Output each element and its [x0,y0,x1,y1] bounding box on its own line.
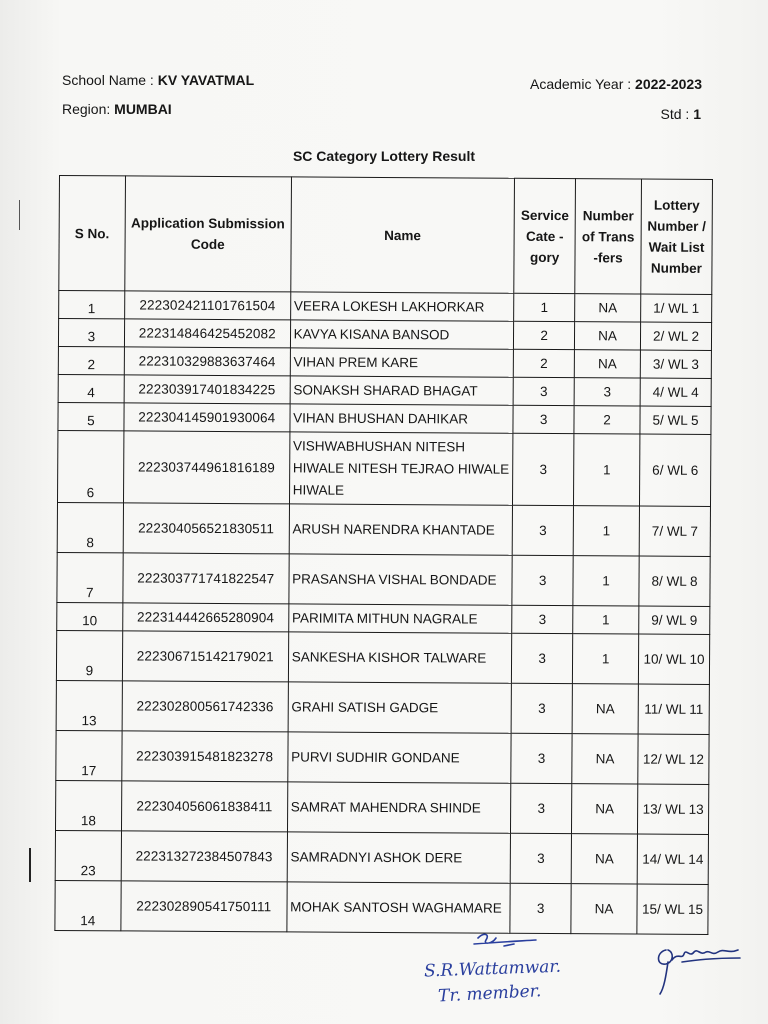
cell-service-category: 3 [510,883,571,933]
cell-transfers: 1 [573,556,639,606]
cell-service-category: 2 [513,349,574,377]
cell-service-category: 3 [511,733,572,783]
col-header-name: Name [290,177,514,293]
cell-lottery-number: 5/ WL 5 [640,406,711,434]
cell-name: SONAKSH SHARAD BHAGAT [290,376,514,405]
table-row [55,780,708,834]
cell-application-code: 222304056521830511 [123,503,289,554]
cell-transfers: NA [572,784,638,834]
initials-signature [470,928,560,956]
region-name: MUMBAI [114,101,172,117]
cell-service-category: 3 [511,783,572,833]
cell-application-code: 222304056061838411 [121,781,287,832]
cell-sno: 3 [58,319,124,347]
table-row [58,374,711,406]
table-row [58,346,711,378]
table-row [58,402,711,434]
cell-name: GRAHI SATISH GADGE [288,682,512,733]
cell-name: VEERA LOKESH LAKHORKAR [290,292,514,321]
cell-name: PURVI SUDHIR GONDANE [287,732,511,783]
cell-application-code: 222314442665280904 [123,603,289,632]
cell-application-code: 222304145901930064 [124,403,290,432]
margin-mark [29,848,31,882]
std-line: Std : 1 [660,106,701,122]
cell-application-code: 222310329883637464 [124,347,290,376]
cell-sno: 8 [57,502,123,552]
std-value: 1 [693,106,701,122]
cell-lottery-number: 13/ WL 13 [638,784,709,834]
table-row [55,830,708,884]
cell-name: VIHAN PREM KARE [290,348,514,377]
cell-application-code: 222303744961816189 [123,431,289,504]
table-row [55,880,708,934]
cell-service-category: 3 [512,555,573,605]
table-row [58,319,711,351]
cell-sno: 2 [58,346,124,374]
school-name-line: School Name : KV YAVATMAL [62,72,255,88]
cell-sno: 13 [56,680,122,730]
cell-service-category: 1 [514,293,575,321]
table-row [59,291,712,323]
table-row [57,430,710,506]
member-signature [423,956,624,1007]
cell-lottery-number: 15/ WL 15 [637,884,708,934]
cell-application-code: 222302890541750111 [121,881,287,932]
member-signature-title: Tr. member. [437,981,542,1007]
document-title: SC Category Lottery Result [292,148,476,164]
cell-sno: 9 [56,630,122,680]
cell-lottery-number: 4/ WL 4 [640,378,711,406]
cell-sno: 1 [59,291,125,319]
region-line: Region: MUMBAI [62,101,172,117]
cell-service-category: 3 [511,683,572,733]
cell-service-category: 3 [512,605,573,633]
cell-transfers: 1 [572,634,638,684]
cell-sno: 7 [57,552,123,602]
margin-mark [19,200,20,230]
col-header-category: Service Cate - gory [514,178,576,293]
table-row [57,502,710,556]
cell-lottery-number: 10/ WL 10 [638,634,709,684]
cell-transfers: NA [575,294,641,322]
cell-lottery-number: 3/ WL 3 [640,350,711,378]
cell-sno: 23 [55,830,121,880]
cell-application-code: 222303915481823278 [122,731,288,782]
cell-application-code: 222302800561742336 [122,681,288,732]
cell-transfers: 3 [574,378,640,406]
cell-name: PARIMITA MITHUN NAGRALE [288,604,512,633]
cell-name: KAVYA KISANA BANSOD [290,320,514,349]
cell-lottery-number: 6/ WL 6 [640,434,711,506]
cell-sno: 17 [56,730,122,780]
cell-sno: 5 [58,402,124,430]
cell-service-category: 3 [512,633,573,683]
cell-lottery-number: 9/ WL 9 [639,606,710,634]
cell-service-category: 3 [513,405,574,433]
cell-transfers: 1 [574,434,640,506]
lottery-result-table [54,175,713,935]
table-row [56,630,709,684]
cell-application-code: 222302421101761504 [124,291,290,320]
cell-transfers: 2 [574,406,640,434]
principal-signature [652,932,748,1000]
cell-transfers: NA [571,834,637,884]
cell-lottery-number: 12/ WL 12 [638,734,709,784]
table-header-row [59,176,713,295]
cell-lottery-number: 1/ WL 1 [641,294,712,322]
cell-transfers: 1 [573,606,639,634]
cell-transfers: NA [575,322,641,350]
academic-year-line: Academic Year : 2022-2023 [529,76,702,92]
cell-application-code: 222303771741822547 [123,553,289,604]
cell-application-code: 222306715142179021 [122,631,288,682]
member-signature-name: S.R.Wattamwar. [423,956,562,982]
table-row [56,730,709,784]
cell-name: SANKESHA KISHOR TALWARE [288,632,512,683]
col-header-transfers: Number of Trans -fers [575,179,642,294]
cell-sno: 18 [55,780,121,830]
cell-transfers: NA [571,884,637,934]
cell-lottery-number: 8/ WL 8 [639,556,710,606]
cell-name: SAMRAT MAHENDRA SHINDE [287,782,511,833]
cell-name: PRASANSHA VISHAL BONDADE [289,554,513,605]
cell-lottery-number: 11/ WL 11 [638,684,709,734]
cell-lottery-number: 2/ WL 2 [640,322,711,350]
cell-sno: 14 [55,880,121,930]
cell-transfers: 1 [573,506,639,556]
col-header-lottery: Lottery Number / Wait List Number [641,179,713,294]
cell-lottery-number: 14/ WL 14 [637,834,708,884]
academic-year: 2022-2023 [635,76,702,92]
table-row [56,680,709,734]
cell-name: VISHWABHUSHAN NITESH HIWALE NITESH TEJRAO HIWALE HIWALE [289,432,513,505]
school-name: KV YAVATMAL [157,72,255,88]
cell-name: MOHAK SANTOSH WAGHAMARE [287,882,511,933]
col-header-code: Application Submission Code [125,176,292,292]
cell-application-code: 222313272384507843 [121,831,287,882]
cell-name: VIHAN BHUSHAN DAHIKAR [290,404,514,433]
cell-application-code: 222314846425452082 [124,319,290,348]
table-row [57,552,710,606]
cell-lottery-number: 7/ WL 7 [639,506,710,556]
cell-service-category: 3 [513,377,574,405]
cell-name: SAMRADNYI ASHOK DERE [287,832,511,883]
cell-application-code: 222303917401834225 [124,375,290,404]
cell-service-category: 3 [512,505,573,555]
table-row [57,602,710,634]
cell-sno: 4 [58,374,124,402]
cell-service-category: 3 [510,833,571,883]
cell-transfers: NA [572,684,638,734]
cell-name: ARUSH NARENDRA KHANTADE [289,504,513,555]
col-header-sno: S No. [59,176,125,291]
cell-transfers: NA [572,734,638,784]
cell-service-category: 2 [514,321,575,349]
cell-service-category: 3 [513,433,574,505]
cell-sno: 10 [57,602,123,630]
cell-transfers: NA [574,350,640,378]
cell-sno: 6 [57,430,123,502]
